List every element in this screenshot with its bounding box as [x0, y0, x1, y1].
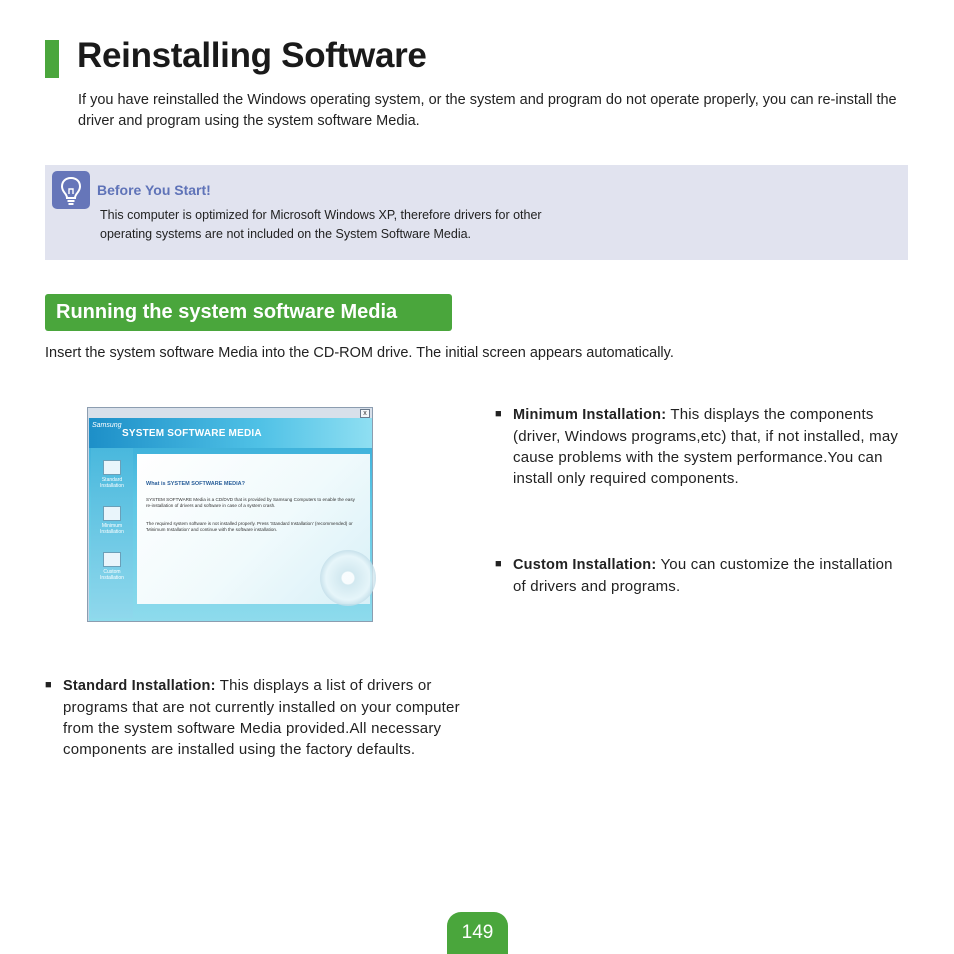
bullet-label: Standard Installation:: [63, 678, 216, 694]
grid-icon: [103, 552, 121, 567]
tip-text: This computer is optimized for Microsoft Windows XP, therefore drivers for other operating systems are not included on the System Software Media.: [100, 208, 542, 241]
screenshot-header: [89, 418, 372, 448]
sidebar-item-standard[interactable]: [91, 460, 133, 489]
bullet-text: This displays the components (driver, Windows programs,etc) that, if not installed, may cause problems with the system performance.You can install only required components.: [513, 406, 899, 487]
bullet-label: Minimum Installation:: [513, 407, 667, 423]
screenshot-titlebar: [88, 408, 372, 418]
screenshot-paragraph: The required system software is not installed properly. Press 'Standard Installation' (recommended) or 'Minimum Installation' and continue with the software installation.: [146, 521, 353, 532]
bullet-minimum-installation: [495, 404, 908, 489]
list-icon: [103, 506, 121, 521]
bullet-text: This displays a list of drivers or programs that are not currently installed on your computer from the system software Media provided.All necessary components are installed using the factory defaults.: [63, 677, 460, 758]
section-heading: Running the system software Media: [45, 294, 452, 331]
sidebar-item-minimum[interactable]: [91, 506, 133, 535]
screenshot-question: What is SYSTEM SOFTWARE MEDIA?: [146, 481, 246, 487]
screenshot-content-panel: [137, 454, 370, 604]
title-accent-bar: [45, 40, 59, 78]
screenshot-sidebar: [91, 448, 133, 618]
lightbulb-icon: [52, 171, 90, 209]
tip-title: Before You Start!: [97, 182, 211, 198]
disc-graphic: [320, 550, 376, 606]
sidebar-item-label: Minimum Installation: [100, 523, 124, 535]
page-number: 149: [447, 912, 508, 954]
bullet-standard-installation: [45, 675, 463, 760]
software-media-screenshot: [87, 407, 373, 622]
sidebar-item-label: Standard Installation: [100, 477, 124, 489]
screenshot-paragraph: SYSTEM SOFTWARE Media is a CD/DVD that is provided by Samsung Computers to enable the easy re-installation of drivers and software in case of a system crash.: [146, 497, 355, 508]
app-name: SYSTEM SOFTWARE MEDIA: [122, 428, 262, 439]
bullet-custom-installation: [495, 554, 908, 597]
sidebar-item-custom[interactable]: [91, 552, 133, 581]
screenshot-body: [89, 418, 372, 621]
bullet-marker: ■: [45, 679, 52, 691]
sidebar-item-label: Custom Installation: [100, 569, 124, 581]
bullet-text: You can customize the installation of drivers and programs.: [513, 556, 893, 595]
brand-logo: Samsung: [92, 422, 122, 429]
tip-box: [45, 165, 908, 260]
bullet-marker: ■: [495, 558, 502, 570]
bullet-label: Custom Installation:: [513, 557, 657, 573]
section-text: Insert the system software Media into the CD-ROM drive. The initial screen appears automatically.: [45, 345, 674, 361]
cd-drive-icon: [103, 460, 121, 475]
bullet-marker: ■: [495, 408, 502, 420]
intro-paragraph: If you have reinstalled the Windows operating system, or the system and program do not operate properly, you can re-install the driver and program using the system software Media.: [78, 92, 897, 129]
page-title: Reinstalling Software: [77, 36, 427, 75]
close-icon[interactable]: x: [360, 409, 370, 418]
